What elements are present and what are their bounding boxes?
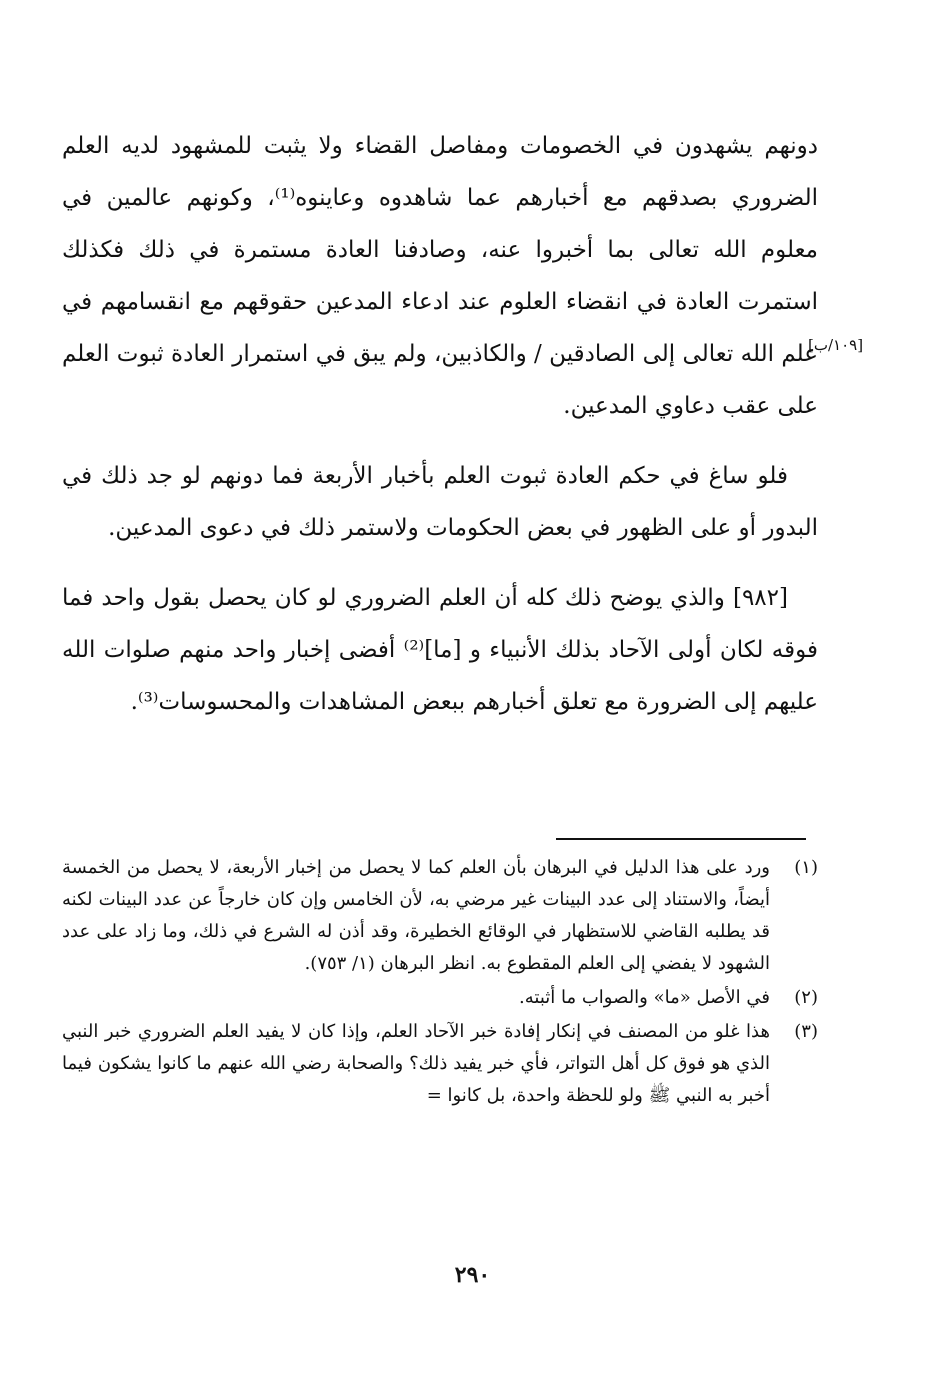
footnote-number: (١): [794, 857, 818, 878]
footnote-3: [62, 1016, 818, 1112]
footnote-separator: [556, 838, 806, 840]
footnote-text: ورد على هذا الدليل في البرهان بأن العلم كما لا يحصل من إخبار الأربعة، لا يحصل من الخمسة أيضاً، والاستناد إلى عدد البينات غير مرضي به، لأن الخامس وإن كان خارجاً عن عدد البينات لكنه قد يطلبه القاضي للاستظهار في الوقائع الخطيرة، وقد أذن له الشرع في ذلك، وما زاد على عدد الشهود لا يفضي إلى العلم المقطوع به. انظر البرهان (١/ ٧٥٣).: [62, 857, 770, 974]
footnotes-section: [62, 852, 818, 1114]
margin-folio-note: [١٠٩/ب]: [808, 336, 864, 354]
paragraph-1: دونهم يشهدون في الخصومات ومفاصل القضاء ولا يثبت للمشهود لديه العلم الضروري بصدقهم مع أخبارهم عما شاهدوه وعاينوه⁽¹⁾، وكونهم عالمين في معلوم الله تعالى بما أخبروا عنه، وصادفنا العادة مستمرة في ذلك فكذلك استمرت العادة في انقضاء العلوم عند ادعاء المدعين حقوقهم مع انقسامهم في علم الله تعالى إلى الصادقين / والكاذبين، ولم يبق في استمرار العادة ثبوت العلم على عقب دعاوي المدعين.: [62, 133, 819, 419]
footnote-text: في الأصل «ما» والصواب ما أثبته.: [519, 987, 770, 1008]
paragraph-2: فلو ساغ في حكم العادة ثبوت العلم بأخبار الأربعة فما دونهم لو جد ذلك في البدور أو على الظهور في بعض الحكومات ولاستمر ذلك في دعوى المدعين.: [62, 463, 818, 541]
footnote-number: (٢): [794, 987, 818, 1008]
main-text-body: [62, 120, 818, 728]
footnote-2: [62, 982, 818, 1014]
footnote-text: هذا غلو من المصنف في إنكار إفادة خبر الآحاد العلم، وإذا كان لا يفيد العلم الضروري خبر النبي الذي هو فوق كل أهل التواتر، فأي خبر يفيد ذلك؟ والصحابة رضي الله عنهم ما كانوا يشكون فيما أخبر به النبي ﷺ ولو للحظة واحدة، بل كانوا =: [62, 1021, 770, 1106]
page-number: ٢٩٠: [454, 1262, 491, 1288]
footnote-number: (٣): [794, 1021, 818, 1042]
paragraph-3: [٩٨٢] والذي يوضح ذلك كله أن العلم الضروري لو كان يحصل بقول واحد فما فوقه لكان أولى الآحاد بذلك الأنبياء و [ما]⁽²⁾ أفضى إخبار واحد منهم صلوات الله عليهم إلى الضرورة مع تعلق أخبارهم ببعض المشاهدات والمحسوسات⁽³⁾.: [62, 585, 818, 715]
footnote-1: [62, 852, 818, 980]
